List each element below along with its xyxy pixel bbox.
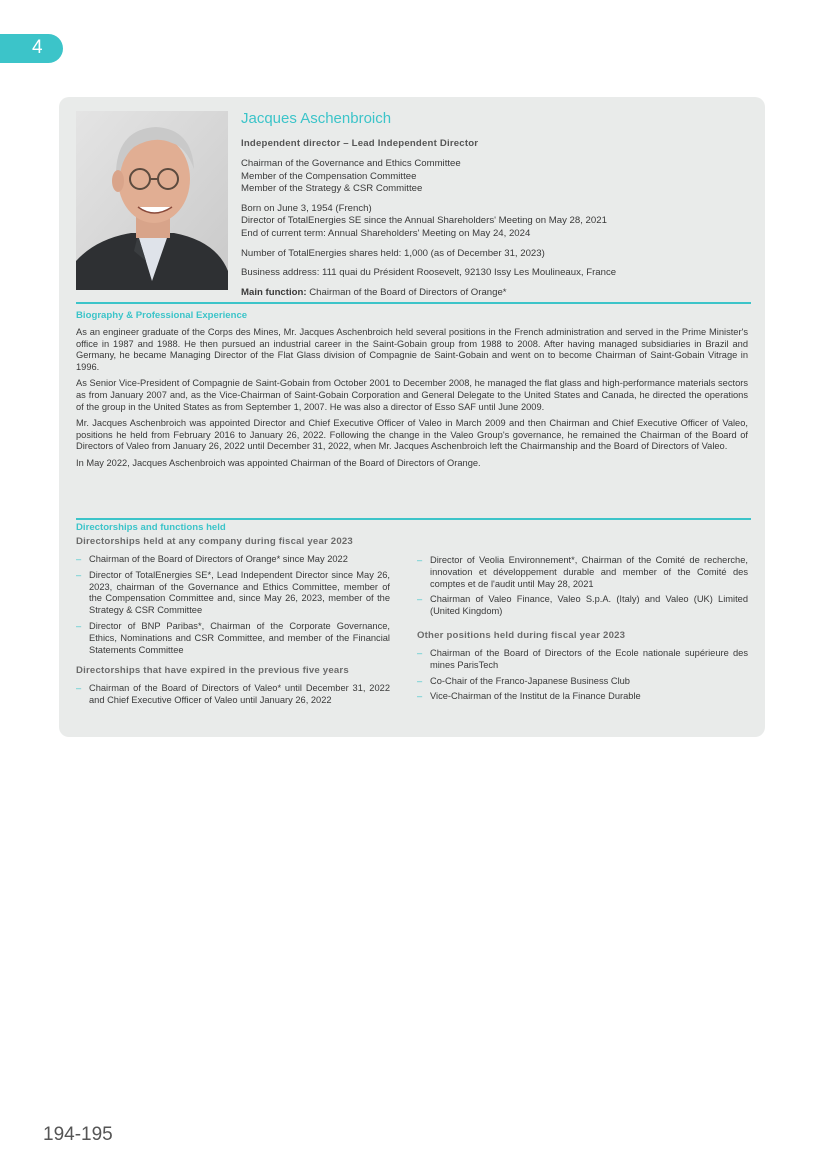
dash-bullet: – bbox=[76, 554, 82, 564]
chapter-tab bbox=[0, 34, 63, 63]
list-item bbox=[76, 683, 390, 707]
directorships-title: Directorships and functions held bbox=[76, 522, 226, 533]
list-item bbox=[417, 594, 748, 618]
term-start-line: Director of TotalEnergies SE since the Annual Shareholders' Meeting on May 28, 2021 bbox=[241, 215, 607, 227]
list-item bbox=[76, 570, 390, 617]
main-function-line bbox=[241, 287, 751, 300]
address-line: Business address: 111 quai du Président Roosevelt, 92130 Issy Les Moulineaux, France bbox=[241, 267, 617, 279]
page-number: 194-195 bbox=[43, 1124, 113, 1145]
section-divider bbox=[76, 518, 751, 520]
director-card bbox=[59, 97, 765, 737]
dash-bullet: – bbox=[417, 675, 423, 686]
list-item-text: Chairman of the Board of Directors of the Ecole nationale supérieure des mines ParisTech bbox=[430, 647, 748, 670]
list-item-text: Chairman of the Board of Directors of Valeo* until December 31, 2022 and Chief Executive Officer of Valeo until January 26, 2022 bbox=[89, 683, 390, 706]
committee-line: Member of the Compensation Committee bbox=[241, 170, 417, 182]
list-item bbox=[76, 621, 390, 656]
main-function-label: Main function: bbox=[241, 286, 307, 298]
biography-title: Biography & Professional Experience bbox=[76, 310, 248, 321]
other-positions-list bbox=[417, 648, 748, 703]
expired-directorships-list-continued bbox=[417, 555, 748, 618]
term-end-line: End of current term: Annual Shareholders' Meeting on May 24, 2024 bbox=[241, 227, 531, 239]
list-item-text: Chairman of Valeo Finance, Valeo S.p.A. (Italy) and Valeo (UK) Limited (United Kingdom) bbox=[430, 594, 748, 617]
birth-line: Born on June 3, 1954 (French) bbox=[241, 202, 372, 214]
shares-line: Number of TotalEnergies shares held: 1,000 (as of December 31, 2023) bbox=[241, 247, 545, 259]
dash-bullet: – bbox=[417, 594, 423, 605]
list-item bbox=[417, 555, 748, 590]
bio-paragraph: In May 2022, Jacques Aschenbroich was appointed Chairman of the Board of Directors of Orange. bbox=[76, 457, 481, 468]
expired-directorships-heading: Directorships that have expired in the previous five years bbox=[76, 665, 349, 677]
dash-bullet: – bbox=[417, 691, 423, 702]
list-item bbox=[417, 676, 748, 688]
list-item bbox=[417, 648, 748, 672]
bio-paragraph: Mr. Jacques Aschenbroich was appointed Director and Chief Executive Officer of Valeo in March 2009 and then Chairman and Chief Executive Officer of Valeo, positions he held from February 2016 to January 26, 2022. Following the change in the Valeo Group's governance, he remained the Chairman of the Board of Directors of Valeo from January 26, 2022 until December 31, 2022, when Mr. Jacques Aschenbroich left the Chairmanship and the Board of Directors of Valeo. bbox=[76, 418, 748, 452]
directorships-right-column bbox=[417, 555, 748, 712]
other-positions-heading: Other positions held during fiscal year 2023 bbox=[417, 629, 626, 641]
director-name: Jacques Aschenbroich bbox=[241, 110, 392, 127]
list-item-text: Director of TotalEnergies SE*, Lead Independent Director since May 26, 2023, chairman of the Governance and Ethics Committee, member of the Compensation Committee and, since May 26, 2023, member of the Strategy & CSR Committee bbox=[89, 569, 390, 616]
list-item bbox=[76, 554, 390, 566]
dash-bullet: – bbox=[76, 683, 82, 694]
list-item-text: Director of Veolia Environnement*, Chairman of the Comité de recherche, innovation et développement durable and member of the Comité des comptes et de l'audit until May 28, 2021 bbox=[430, 555, 748, 589]
director-info bbox=[241, 110, 751, 299]
dash-bullet: – bbox=[417, 555, 423, 565]
current-directorships-heading: Directorships held at any company during fiscal year 2023 bbox=[76, 536, 353, 547]
list-item-text: Vice-Chairman of the Institut de la Finance Durable bbox=[430, 691, 641, 702]
dash-bullet: – bbox=[76, 569, 82, 580]
main-function-value: Chairman of the Board of Directors of Orange* bbox=[309, 286, 507, 298]
bio-paragraph: As an engineer graduate of the Corps des Mines, Mr. Jacques Aschenbroich held several positions in the French administration and served in the Prime Minister's office in 1987 and 1988. He then pursued an industrial career in the Saint-Gobain group from 1988 to 2008. After having managed subsidiaries in Brazil and Germany, he became Managing Director of the Flat Glass division of Compagnie de Saint-Gobain and went on to become Chairman of Saint-Gobain Vitrage in 1996. bbox=[76, 327, 748, 372]
director-role: Independent director – Lead Independent Director bbox=[241, 138, 479, 149]
current-directorships-list bbox=[76, 554, 390, 656]
dash-bullet: – bbox=[76, 620, 82, 631]
chapter-number: 4 bbox=[32, 37, 43, 58]
dash-bullet: – bbox=[417, 647, 423, 658]
section-divider bbox=[76, 302, 751, 304]
biography-body bbox=[76, 327, 748, 475]
committee-line: Chairman of the Governance and Ethics Committee bbox=[241, 158, 461, 169]
directorships-left-column bbox=[76, 536, 390, 716]
list-item bbox=[417, 691, 748, 703]
portrait-illustration bbox=[76, 111, 228, 290]
bio-paragraph: As Senior Vice-President of Compagnie de Saint-Gobain from October 2001 to December 2008, he managed the flat glass and high-performance materials sectors as from January 2007 and, as the Vice-Chairman of Saint-Gobain Corporation and General Delegate to the United States and Canada, he directed the operations of the group in the United States as from September 1, 2007. He was also a director of Esso SAF until June 2009. bbox=[76, 378, 748, 412]
list-item-text: Co-Chair of the Franco-Japanese Business Club bbox=[430, 675, 630, 686]
expired-directorships-list bbox=[76, 683, 390, 707]
portrait-photo bbox=[76, 111, 228, 290]
list-item-text: Director of BNP Paribas*, Chairman of the Corporate Governance, Ethics, Nominations and CSR Committee, and member of the Financial Statements Committee bbox=[89, 620, 390, 655]
list-item-text: Chairman of the Board of Directors of Orange* since May 2022 bbox=[89, 554, 348, 564]
committee-line: Member of the Strategy & CSR Committee bbox=[241, 183, 423, 195]
